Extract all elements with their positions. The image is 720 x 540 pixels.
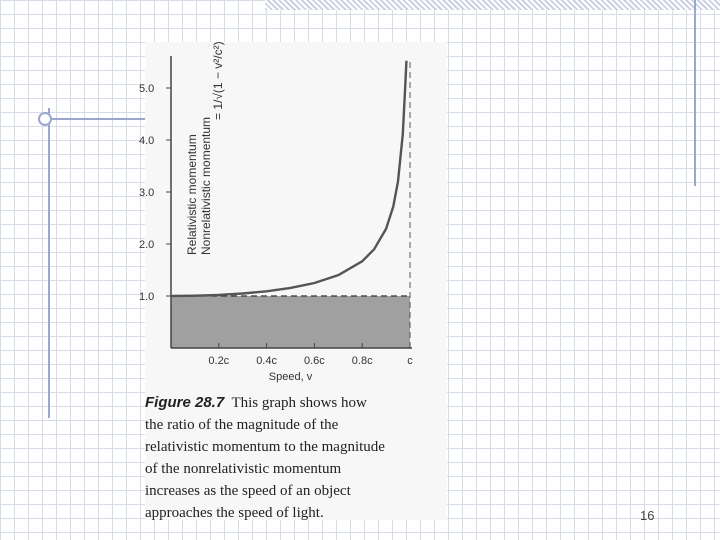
x-tick-label: 0.6c xyxy=(304,355,325,367)
figure-caption-text: This graph shows how the ratio of the magnitude of the relativistic momentum to the magnitude of the nonrelativistic momentum increases as the speed of an object approaches the speed of light. xyxy=(145,395,385,521)
y-tick-label: 4.0 xyxy=(139,135,155,147)
y-axis-label-line2: Nonrelativistic momentum xyxy=(199,116,213,255)
x-tick-label: 0.8c xyxy=(351,355,373,367)
y-ticks xyxy=(139,83,171,303)
figure-caption-label: Figure 28.7 xyxy=(145,394,225,411)
y-tick-label: 3.0 xyxy=(139,187,155,199)
x-axis-label: Speed, v xyxy=(268,371,313,383)
x-tick-label: c xyxy=(407,355,413,367)
figure-caption xyxy=(145,392,435,524)
y-axis-label xyxy=(185,41,225,255)
y-axis-label-formula: = 1/√(1 − v²/c²) xyxy=(211,41,225,120)
y-axis-label-line1: Relativistic momentum xyxy=(185,134,199,255)
y-tick-label: 2.0 xyxy=(139,239,155,251)
nonrelativistic-fill-area xyxy=(171,296,410,348)
page-number: 16 xyxy=(640,508,655,523)
y-tick-label: 5.0 xyxy=(139,83,155,95)
x-tick-label: 0.4c xyxy=(256,355,277,367)
x-tick-label: 0.2c xyxy=(208,355,230,367)
y-tick-label: 1.0 xyxy=(139,291,155,303)
